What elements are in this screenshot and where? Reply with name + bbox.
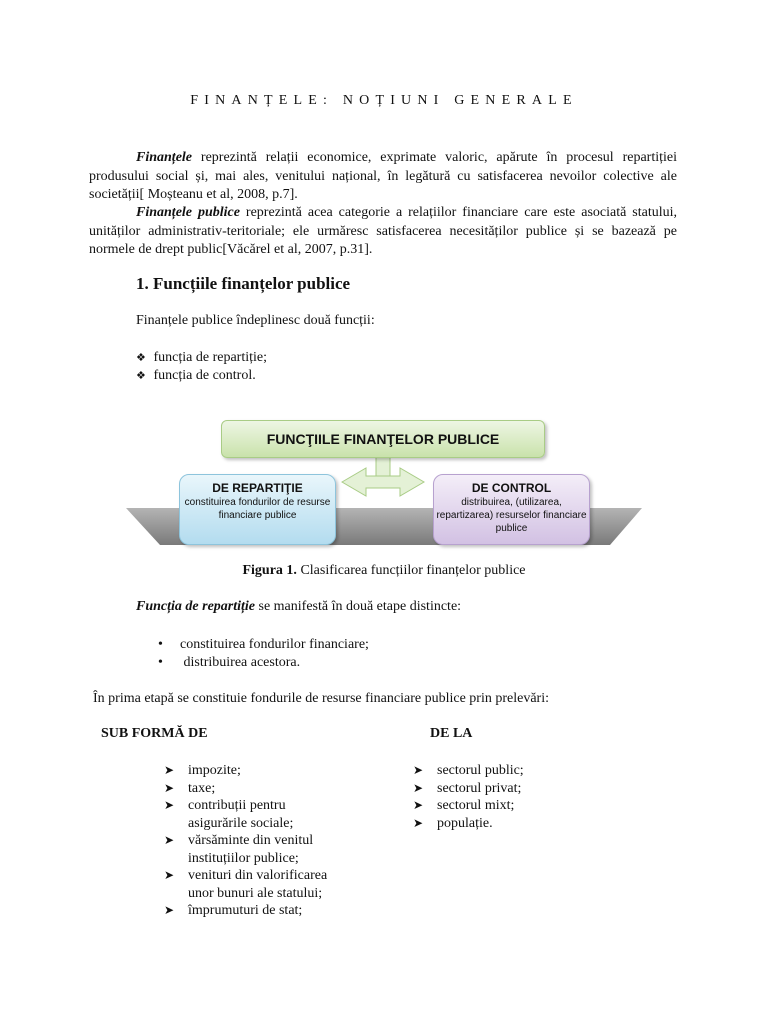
arrow-bullet-icon: ➤	[164, 903, 175, 917]
arrow-bullet-icon: ➤	[413, 798, 424, 812]
list-item: ➤ sectorul public;	[413, 763, 524, 778]
figure-label: Figura 1.	[242, 563, 297, 578]
list-item: ➤ taxe;	[164, 780, 216, 796]
arrow-bullet-icon: ➤	[164, 833, 175, 847]
arrow-bullet-icon: ➤	[164, 763, 175, 777]
definition-finante	[89, 149, 677, 205]
control-box-desc: distribuirea, (utilizarea, repartizarea) resurselor financiare publice	[436, 497, 587, 534]
term-finante-publice: Finanțele publice	[136, 205, 240, 220]
sources-list	[413, 762, 613, 832]
control-box	[433, 474, 590, 545]
list-item: ❖ funcția de control.	[136, 368, 256, 383]
prelevari-intro: În prima etapă se constituie fondurile de resurse financiare publice prin prelevări:	[93, 691, 549, 706]
bullet-icon: •	[158, 637, 163, 652]
repartition-box	[179, 474, 336, 545]
list-item: ❖ funcția de repartiție;	[136, 350, 267, 365]
double-arrow-icon	[342, 454, 424, 496]
figure-caption-text: Clasificarea funcțiilor finanțelor publice	[296, 563, 526, 578]
repartition-intro-text: se manifestă în două etape distincte:	[255, 599, 462, 614]
list-item: ➤ venituri din valorificarea unor bunuri ale statului;	[164, 868, 328, 901]
right-base-shape	[584, 508, 642, 545]
forms-list	[164, 762, 354, 920]
page-title: FINANȚELE: NOȚIUNI GENERALE	[190, 93, 578, 108]
list-item: ➤ împrumuturi de stat;	[164, 903, 303, 918]
definition-finante-publice	[89, 204, 677, 260]
repartition-intro	[136, 599, 461, 615]
list-item: ➤ populație.	[413, 815, 493, 831]
list-item: ➤ vărsăminte din venitul instituțiilor publice;	[164, 833, 314, 866]
list-item: ➤ contribuții pentru asigurările sociale;	[164, 798, 294, 831]
diagram-title-box: FUNCŢIILE FINANŢELOR PUBLICE	[221, 420, 545, 458]
arrow-bullet-icon: ➤	[413, 780, 424, 795]
list-item: • constituirea fondurilor financiare;	[158, 637, 369, 652]
functions-list	[136, 349, 267, 385]
functions-intro: Finanțele publice îndeplinesc două funcții:	[136, 313, 375, 328]
sub-forma-heading: SUB FORMĂ DE	[101, 726, 208, 741]
section-heading: 1. Funcțiile finanțelor publice	[136, 274, 351, 293]
definition-finante-text: reprezintă relații economice, exprimate valoric, apărute în procesul repartiției produsului social și, mai ales, venitului național, în legătură cu satisfacerea nevoilor colective ale societății[ Moșteanu et al, 2008, p.7].	[89, 150, 677, 202]
arrow-bullet-icon: ➤	[413, 763, 424, 777]
list-item: • distribuirea acestora.	[158, 655, 301, 670]
arrow-bullet-icon: ➤	[164, 780, 175, 795]
term-functia-repartitie: Funcția de repartiție	[136, 599, 255, 614]
stages-list	[158, 636, 369, 672]
de-la-heading: DE LA	[430, 726, 473, 741]
list-item: ➤ sectorul privat;	[413, 780, 522, 796]
list-item: ➤ sectorul mixt;	[413, 798, 515, 813]
arrow-bullet-icon: ➤	[413, 815, 424, 830]
repartition-box-title: DE REPARTIŢIE	[212, 481, 303, 495]
repartition-box-desc: constituirea fondurilor de resurse financiare publice	[184, 497, 331, 521]
term-finante: Finanțele	[136, 150, 193, 165]
bullet-icon: •	[158, 655, 163, 670]
arrow-bullet-icon: ➤	[164, 798, 175, 812]
diamond-bullet-icon: ❖	[136, 370, 146, 382]
figure-caption	[0, 563, 768, 579]
definition-finante-publice-text: reprezintă acea categorie a relațiilor financiare care este asociată statului, unităților administrativ-teritoriale; ele urmăresc satisfacerea necesităților publice și se bazează pe normele de drept public[Văcărel et al, 2007, p.31].	[89, 205, 677, 257]
control-box-title: DE CONTROL	[471, 481, 552, 495]
list-item: ➤ impozite;	[164, 763, 241, 778]
arrow-bullet-icon: ➤	[164, 868, 175, 882]
diamond-bullet-icon: ❖	[136, 352, 146, 364]
